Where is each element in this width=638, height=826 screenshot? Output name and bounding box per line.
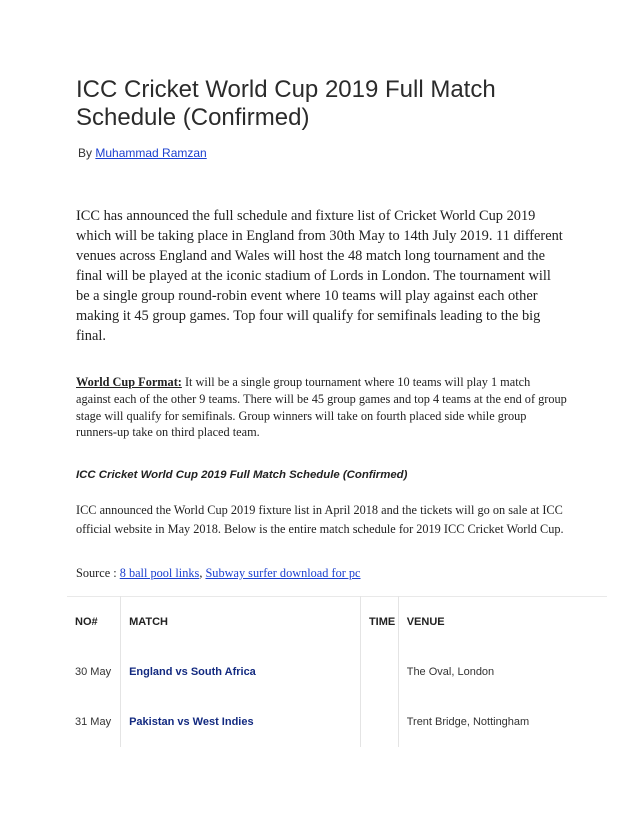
table-row <box>67 647 607 697</box>
author-link[interactable]: Muhammad Ramzan <box>95 146 207 160</box>
cell-time <box>360 647 398 697</box>
schedule-header-row <box>67 597 607 648</box>
format-text: It will be a single group tournament where 10 teams will play 1 match against each of the other 9 teams. There will be 45 group games and top 4 teams at the end of group stage will qualify for semifinals. Group winners will take on fourth placed side while group runners-up take on third placed team. <box>76 375 567 440</box>
header-time: TIME <box>360 597 398 648</box>
format-paragraph <box>76 374 568 441</box>
intro-paragraph: ICC has announced the full schedule and fixture list of Cricket World Cup 2019 which will be taking place in England from 30th May to 14th July 2019. 11 different venues across England and Wales will host the 48 match long tournament and the final will be played at the iconic stadium of Lords in London. The tournament will be a single group round-robin event where 10 teams will play against each other making it 45 group games. Top four will qualify for semifinals leading to the big final. <box>76 208 563 344</box>
source-separator: , <box>199 566 206 580</box>
byline-prefix: By <box>78 146 93 160</box>
cell-date: 31 May <box>67 697 121 747</box>
header-venue: VENUE <box>398 597 607 648</box>
source-label: Source : <box>76 566 117 580</box>
cell-match: Pakistan vs West Indies <box>121 697 361 747</box>
article-title: ICC Cricket World Cup 2019 Full Match Schedule (Confirmed) <box>76 76 496 131</box>
announcement-paragraph: ICC announced the World Cup 2019 fixture list in April 2018 and the tickets will go on sale at ICC official website in May 2018. Below is the entire match schedule for 2019 ICC Cricket World Cup. <box>76 503 564 536</box>
cell-venue: The Oval, London <box>406 666 495 678</box>
byline <box>78 146 207 160</box>
source-link-subway-surfer[interactable]: Subway surfer download for pc <box>205 566 361 580</box>
source-line <box>76 566 361 581</box>
format-label: World Cup Format: <box>76 375 182 389</box>
schedule-subheading: ICC Cricket World Cup 2019 Full Match Schedule (Confirmed) <box>76 469 408 481</box>
source-link-8-ball-pool[interactable]: 8 ball pool links <box>119 566 200 580</box>
header-no: NO# <box>67 597 121 648</box>
table-row <box>67 697 607 747</box>
schedule-table <box>67 596 607 747</box>
cell-time <box>360 697 398 747</box>
cell-match: England vs South Africa <box>121 647 361 697</box>
header-match: MATCH <box>121 597 361 648</box>
cell-venue: Trent Bridge, Nottingham <box>406 716 530 728</box>
cell-date: 30 May <box>67 647 121 697</box>
